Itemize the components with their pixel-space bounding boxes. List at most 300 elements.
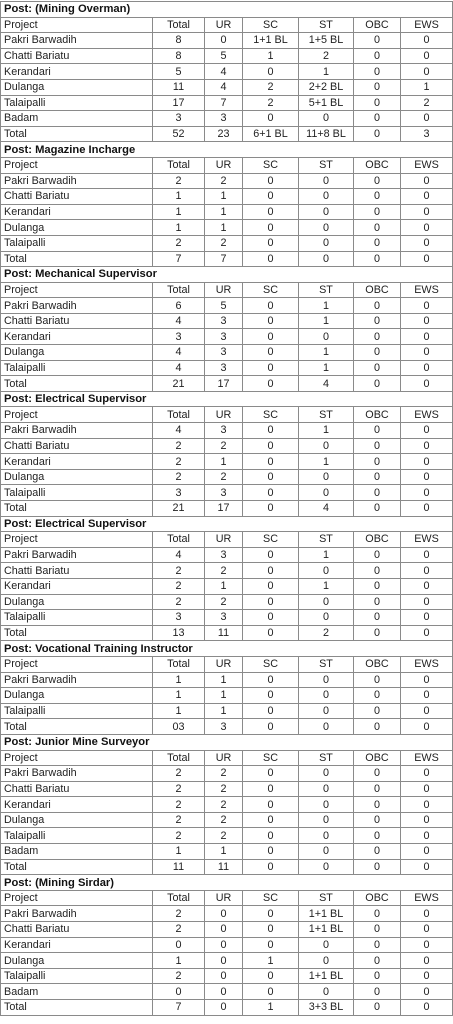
column-header-total: Total [153, 282, 205, 298]
count-cell-total: 2 [153, 173, 205, 189]
count-cell-ur: 1 [205, 454, 243, 470]
column-header-ews: EWS [401, 17, 453, 33]
count-cell-obc: 0 [354, 111, 401, 127]
project-name-cell: Total [1, 251, 153, 267]
count-cell-ews: 0 [401, 578, 453, 594]
project-name-cell: Dulanga [1, 594, 153, 610]
count-cell-st: 0 [299, 844, 354, 860]
column-header-ur: UR [205, 890, 243, 906]
count-cell-obc: 0 [354, 485, 401, 501]
column-header-obc: OBC [354, 750, 401, 766]
table-row [1, 968, 453, 984]
column-header-st: ST [299, 890, 354, 906]
table-row [1, 594, 453, 610]
count-cell-st: 0 [299, 235, 354, 251]
post-title: Post: Junior Mine Surveyor [1, 734, 453, 750]
project-name-cell: Talaipalli [1, 235, 153, 251]
count-cell-ur: 7 [205, 251, 243, 267]
count-cell-st: 0 [299, 111, 354, 127]
column-header-ur: UR [205, 532, 243, 548]
count-cell-obc: 0 [354, 189, 401, 205]
count-cell-obc: 0 [354, 937, 401, 953]
count-cell-st: 0 [299, 438, 354, 454]
count-cell-st: 0 [299, 828, 354, 844]
count-cell-obc: 0 [354, 610, 401, 626]
count-cell-ur: 0 [205, 33, 243, 49]
count-cell-obc: 0 [354, 968, 401, 984]
count-cell-st: 0 [299, 189, 354, 205]
count-cell-sc: 0 [243, 376, 299, 392]
count-cell-sc: 0 [243, 937, 299, 953]
count-cell-total: 1 [153, 672, 205, 688]
column-header-obc: OBC [354, 890, 401, 906]
column-header-ews: EWS [401, 407, 453, 423]
count-cell-ews: 0 [401, 1000, 453, 1016]
count-cell-total: 2 [153, 235, 205, 251]
count-cell-ews: 0 [401, 828, 453, 844]
count-cell-ur: 3 [205, 360, 243, 376]
count-cell-sc: 1 [243, 953, 299, 969]
count-cell-st: 1 [299, 578, 354, 594]
count-cell-sc: 0 [243, 688, 299, 704]
table-row [1, 922, 453, 938]
count-cell-ur: 1 [205, 688, 243, 704]
count-cell-sc: 0 [243, 173, 299, 189]
column-header-sc: SC [243, 750, 299, 766]
count-cell-ews: 0 [401, 984, 453, 1000]
count-cell-st: 0 [299, 688, 354, 704]
count-cell-obc: 0 [354, 126, 401, 142]
count-cell-st: 0 [299, 937, 354, 953]
table-row [1, 906, 453, 922]
column-header-row [1, 750, 453, 766]
project-name-cell: Badam [1, 984, 153, 1000]
project-name-cell: Kerandari [1, 64, 153, 80]
count-cell-st: 0 [299, 563, 354, 579]
column-header-row [1, 157, 453, 173]
count-cell-ur: 0 [205, 1000, 243, 1016]
count-cell-total: 3 [153, 329, 205, 345]
count-cell-ur: 2 [205, 766, 243, 782]
count-cell-obc: 0 [354, 376, 401, 392]
column-header-project: Project [1, 157, 153, 173]
count-cell-st: 4 [299, 501, 354, 517]
table-row [1, 298, 453, 314]
post-title-row [1, 142, 453, 158]
count-cell-sc: 0 [243, 594, 299, 610]
count-cell-ews: 0 [401, 937, 453, 953]
count-cell-sc: 0 [243, 703, 299, 719]
count-cell-obc: 0 [354, 703, 401, 719]
count-cell-sc: 0 [243, 625, 299, 641]
count-cell-ur: 1 [205, 189, 243, 205]
count-cell-total: 7 [153, 251, 205, 267]
project-name-cell: Pakri Barwadih [1, 906, 153, 922]
count-cell-obc: 0 [354, 204, 401, 220]
table-row [1, 766, 453, 782]
count-cell-ur: 0 [205, 968, 243, 984]
column-header-st: ST [299, 282, 354, 298]
count-cell-ews: 0 [401, 189, 453, 205]
count-cell-ur: 3 [205, 423, 243, 439]
count-cell-total: 5 [153, 64, 205, 80]
count-cell-total: 8 [153, 48, 205, 64]
count-cell-total: 2 [153, 438, 205, 454]
column-header-project: Project [1, 17, 153, 33]
count-cell-obc: 0 [354, 79, 401, 95]
column-header-ur: UR [205, 282, 243, 298]
table-row [1, 688, 453, 704]
column-header-obc: OBC [354, 157, 401, 173]
project-name-cell: Dulanga [1, 345, 153, 361]
count-cell-obc: 0 [354, 547, 401, 563]
count-cell-obc: 0 [354, 251, 401, 267]
count-cell-st: 1 [299, 454, 354, 470]
column-header-project: Project [1, 407, 153, 423]
column-header-ews: EWS [401, 282, 453, 298]
count-cell-ur: 1 [205, 844, 243, 860]
project-name-cell: Talaipalli [1, 360, 153, 376]
count-cell-obc: 0 [354, 922, 401, 938]
post-title-row [1, 2, 453, 18]
count-cell-obc: 0 [354, 173, 401, 189]
project-name-cell: Total [1, 501, 153, 517]
post-title-row [1, 875, 453, 891]
count-cell-ews: 0 [401, 563, 453, 579]
table-row [1, 220, 453, 236]
count-cell-ur: 1 [205, 578, 243, 594]
table-row [1, 345, 453, 361]
count-cell-st: 0 [299, 485, 354, 501]
count-cell-sc: 0 [243, 781, 299, 797]
count-cell-ews: 0 [401, 423, 453, 439]
count-cell-obc: 0 [354, 953, 401, 969]
count-cell-total: 8 [153, 33, 205, 49]
count-cell-total: 4 [153, 345, 205, 361]
count-cell-st: 0 [299, 594, 354, 610]
count-cell-total: 3 [153, 485, 205, 501]
project-name-cell: Chatti Bariatu [1, 922, 153, 938]
count-cell-sc: 0 [243, 298, 299, 314]
table-row [1, 360, 453, 376]
count-cell-ews: 1 [401, 79, 453, 95]
column-header-obc: OBC [354, 656, 401, 672]
project-name-cell: Talaipalli [1, 610, 153, 626]
count-cell-total: 2 [153, 812, 205, 828]
count-cell-st: 1 [299, 313, 354, 329]
column-header-ur: UR [205, 407, 243, 423]
count-cell-ur: 2 [205, 781, 243, 797]
count-cell-total: 2 [153, 578, 205, 594]
project-name-cell: Badam [1, 111, 153, 127]
count-cell-obc: 0 [354, 906, 401, 922]
post-title: Post: Electrical Supervisor [1, 391, 453, 407]
count-cell-st: 1+1 BL [299, 922, 354, 938]
count-cell-obc: 0 [354, 501, 401, 517]
column-header-sc: SC [243, 656, 299, 672]
project-name-cell: Talaipalli [1, 703, 153, 719]
count-cell-total: 2 [153, 797, 205, 813]
total-row [1, 376, 453, 392]
count-cell-obc: 0 [354, 298, 401, 314]
project-name-cell: Chatti Bariatu [1, 563, 153, 579]
column-header-ews: EWS [401, 157, 453, 173]
column-header-sc: SC [243, 532, 299, 548]
count-cell-st: 1 [299, 64, 354, 80]
count-cell-sc: 0 [243, 766, 299, 782]
count-cell-sc: 1 [243, 48, 299, 64]
column-header-obc: OBC [354, 407, 401, 423]
project-name-cell: Total [1, 126, 153, 142]
count-cell-ur: 1 [205, 220, 243, 236]
project-name-cell: Pakri Barwadih [1, 33, 153, 49]
count-cell-st: 1 [299, 423, 354, 439]
count-cell-ews: 0 [401, 719, 453, 735]
count-cell-total: 21 [153, 376, 205, 392]
count-cell-st: 0 [299, 781, 354, 797]
count-cell-ews: 0 [401, 111, 453, 127]
count-cell-ews: 0 [401, 906, 453, 922]
count-cell-obc: 0 [354, 345, 401, 361]
count-cell-st: 0 [299, 719, 354, 735]
count-cell-ews: 0 [401, 610, 453, 626]
count-cell-total: 1 [153, 204, 205, 220]
column-header-ews: EWS [401, 656, 453, 672]
count-cell-st: 0 [299, 610, 354, 626]
count-cell-ews: 0 [401, 313, 453, 329]
count-cell-total: 52 [153, 126, 205, 142]
project-name-cell: Pakri Barwadih [1, 173, 153, 189]
count-cell-sc: 0 [243, 828, 299, 844]
count-cell-sc: 0 [243, 968, 299, 984]
count-cell-obc: 0 [354, 781, 401, 797]
count-cell-sc: 0 [243, 563, 299, 579]
column-header-sc: SC [243, 282, 299, 298]
count-cell-ews: 0 [401, 204, 453, 220]
table-row [1, 547, 453, 563]
count-cell-ews: 0 [401, 781, 453, 797]
count-cell-sc: 0 [243, 922, 299, 938]
total-row [1, 859, 453, 875]
project-name-cell: Chatti Bariatu [1, 313, 153, 329]
count-cell-ur: 11 [205, 625, 243, 641]
project-name-cell: Total [1, 625, 153, 641]
project-name-cell: Kerandari [1, 329, 153, 345]
vacancy-table [0, 1, 453, 1016]
count-cell-st: 4 [299, 376, 354, 392]
post-title: Post: Vocational Training Instructor [1, 641, 453, 657]
project-name-cell: Chatti Bariatu [1, 48, 153, 64]
column-header-project: Project [1, 890, 153, 906]
count-cell-obc: 0 [354, 33, 401, 49]
table-row [1, 812, 453, 828]
count-cell-ur: 17 [205, 501, 243, 517]
count-cell-ews: 0 [401, 329, 453, 345]
total-row [1, 501, 453, 517]
count-cell-st: 2+2 BL [299, 79, 354, 95]
column-header-st: ST [299, 656, 354, 672]
count-cell-ews: 0 [401, 766, 453, 782]
project-name-cell: Pakri Barwadih [1, 672, 153, 688]
count-cell-ur: 1 [205, 703, 243, 719]
count-cell-obc: 0 [354, 95, 401, 111]
project-name-cell: Kerandari [1, 204, 153, 220]
project-name-cell: Dulanga [1, 79, 153, 95]
count-cell-st: 0 [299, 812, 354, 828]
count-cell-obc: 0 [354, 859, 401, 875]
count-cell-obc: 0 [354, 844, 401, 860]
count-cell-ur: 4 [205, 64, 243, 80]
count-cell-st: 0 [299, 173, 354, 189]
count-cell-ews: 0 [401, 298, 453, 314]
count-cell-ur: 17 [205, 376, 243, 392]
count-cell-sc: 0 [243, 360, 299, 376]
count-cell-st: 0 [299, 204, 354, 220]
count-cell-ews: 0 [401, 594, 453, 610]
post-title: Post: (Mining Overman) [1, 2, 453, 18]
column-header-st: ST [299, 407, 354, 423]
count-cell-obc: 0 [354, 235, 401, 251]
count-cell-st: 1 [299, 547, 354, 563]
count-cell-obc: 0 [354, 594, 401, 610]
post-title-row [1, 516, 453, 532]
column-header-ur: UR [205, 157, 243, 173]
count-cell-ur: 5 [205, 298, 243, 314]
count-cell-obc: 0 [354, 1000, 401, 1016]
count-cell-sc: 0 [243, 329, 299, 345]
count-cell-total: 03 [153, 719, 205, 735]
column-header-project: Project [1, 656, 153, 672]
count-cell-obc: 0 [354, 360, 401, 376]
table-row [1, 828, 453, 844]
count-cell-total: 4 [153, 547, 205, 563]
count-cell-ews: 0 [401, 173, 453, 189]
table-row [1, 703, 453, 719]
count-cell-st: 0 [299, 984, 354, 1000]
count-cell-sc: 0 [243, 423, 299, 439]
project-name-cell: Chatti Bariatu [1, 189, 153, 205]
project-name-cell: Pakri Barwadih [1, 766, 153, 782]
count-cell-ews: 2 [401, 95, 453, 111]
column-header-row [1, 532, 453, 548]
table-row [1, 672, 453, 688]
count-cell-ews: 0 [401, 968, 453, 984]
table-row [1, 454, 453, 470]
count-cell-total: 1 [153, 703, 205, 719]
count-cell-total: 2 [153, 781, 205, 797]
count-cell-ur: 2 [205, 563, 243, 579]
project-name-cell: Chatti Bariatu [1, 438, 153, 454]
count-cell-sc: 0 [243, 189, 299, 205]
count-cell-sc: 0 [243, 64, 299, 80]
count-cell-total: 2 [153, 563, 205, 579]
count-cell-ur: 2 [205, 438, 243, 454]
count-cell-ews: 0 [401, 251, 453, 267]
column-header-sc: SC [243, 157, 299, 173]
count-cell-obc: 0 [354, 220, 401, 236]
post-title: Post: (Mining Sirdar) [1, 875, 453, 891]
post-title: Post: Mechanical Supervisor [1, 267, 453, 283]
count-cell-obc: 0 [354, 578, 401, 594]
project-name-cell: Dulanga [1, 688, 153, 704]
table-row [1, 235, 453, 251]
total-row [1, 1000, 453, 1016]
column-header-ur: UR [205, 656, 243, 672]
count-cell-obc: 0 [354, 454, 401, 470]
column-header-total: Total [153, 157, 205, 173]
table-row [1, 844, 453, 860]
count-cell-st: 11+8 BL [299, 126, 354, 142]
count-cell-total: 6 [153, 298, 205, 314]
count-cell-total: 2 [153, 469, 205, 485]
count-cell-obc: 0 [354, 423, 401, 439]
count-cell-ews: 0 [401, 703, 453, 719]
total-row [1, 251, 453, 267]
column-header-total: Total [153, 532, 205, 548]
project-name-cell: Dulanga [1, 469, 153, 485]
count-cell-obc: 0 [354, 797, 401, 813]
count-cell-ur: 3 [205, 610, 243, 626]
count-cell-st: 0 [299, 703, 354, 719]
count-cell-st: 0 [299, 329, 354, 345]
count-cell-st: 5+1 BL [299, 95, 354, 111]
count-cell-total: 2 [153, 766, 205, 782]
count-cell-ur: 2 [205, 812, 243, 828]
count-cell-ews: 0 [401, 485, 453, 501]
column-header-row [1, 890, 453, 906]
column-header-st: ST [299, 17, 354, 33]
count-cell-obc: 0 [354, 64, 401, 80]
count-cell-sc: 0 [243, 984, 299, 1000]
count-cell-sc: 0 [243, 547, 299, 563]
count-cell-total: 21 [153, 501, 205, 517]
table-row [1, 953, 453, 969]
count-cell-st: 0 [299, 859, 354, 875]
total-row [1, 625, 453, 641]
column-header-ews: EWS [401, 750, 453, 766]
table-row [1, 563, 453, 579]
table-row [1, 48, 453, 64]
table-row [1, 95, 453, 111]
table-row [1, 204, 453, 220]
column-header-total: Total [153, 750, 205, 766]
column-header-st: ST [299, 157, 354, 173]
count-cell-st: 1 [299, 298, 354, 314]
count-cell-obc: 0 [354, 672, 401, 688]
count-cell-sc: 0 [243, 111, 299, 127]
column-header-row [1, 656, 453, 672]
count-cell-ur: 2 [205, 797, 243, 813]
count-cell-st: 0 [299, 251, 354, 267]
count-cell-ur: 0 [205, 937, 243, 953]
count-cell-obc: 0 [354, 563, 401, 579]
column-header-total: Total [153, 407, 205, 423]
count-cell-ur: 2 [205, 173, 243, 189]
count-cell-sc: 0 [243, 469, 299, 485]
project-name-cell: Talaipalli [1, 95, 153, 111]
project-name-cell: Chatti Bariatu [1, 781, 153, 797]
count-cell-total: 2 [153, 906, 205, 922]
project-name-cell: Kerandari [1, 797, 153, 813]
column-header-project: Project [1, 282, 153, 298]
count-cell-ur: 0 [205, 922, 243, 938]
count-cell-sc: 0 [243, 844, 299, 860]
table-row [1, 64, 453, 80]
count-cell-sc: 0 [243, 485, 299, 501]
count-cell-ews: 0 [401, 48, 453, 64]
table-row [1, 423, 453, 439]
count-cell-sc: 6+1 BL [243, 126, 299, 142]
